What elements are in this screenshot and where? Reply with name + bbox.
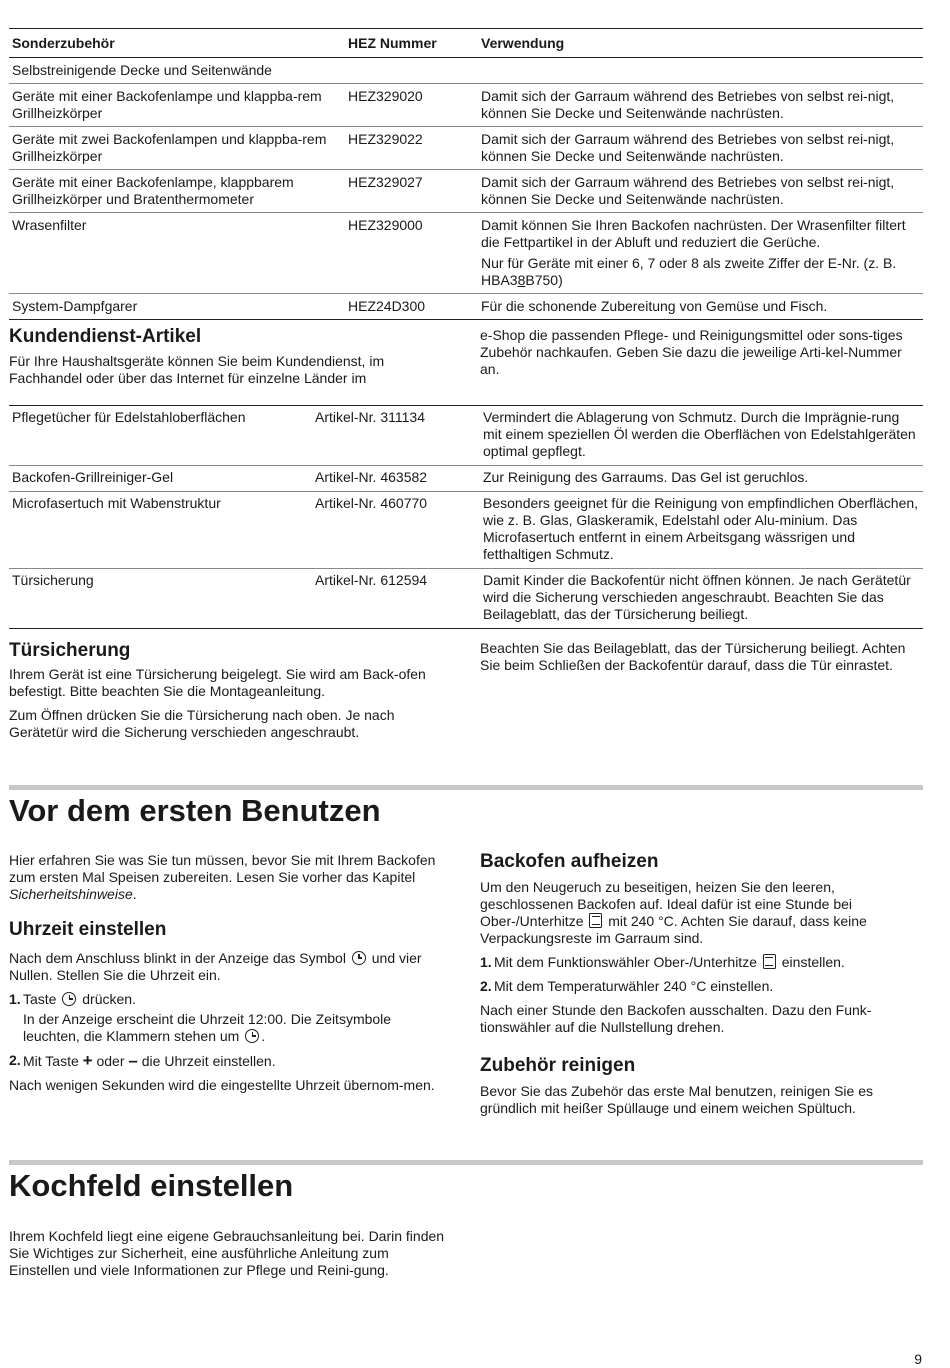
uhrzeit-step-1: 1. Taste drücken. In der Anzeige erscheint die Uhrzeit 12:00. Die Zeitsymbole leuchten, die Klammern stehen um . [9,991,392,1044]
kundendienst-heading: Kundendienst-Artikel [9,326,202,347]
aufheizen-heading: Backofen aufheizen [480,851,659,872]
item-cell: Geräte mit einer Backofenlampe, klappbarem Grillheizkörper und Bratenthermometer [9,170,345,213]
usage-cell: Damit können Sie Ihren Backofen nachrüsten. Der Wrasenfilter filtert die Fettpartikel in der Abluft und reduziert die Gerüche. [481,217,906,250]
table-row [9,58,923,84]
number-cell: HEZ329027 [345,170,478,213]
aufheizen-closing: Nach einer Stunde den Backofen ausschalten. Dazu den Funk-tionswähler auf die Nullstellung drehen. [480,1002,872,1035]
plus-icon: + [82,1051,93,1070]
clock-icon [245,1029,259,1043]
kochfeld-heading: Kochfeld einstellen [9,1168,294,1203]
item-cell: Pflegetücher für Edelstahloberflächen [9,406,312,466]
number-cell: HEZ329022 [345,127,478,170]
zubehoer-heading: Zubehör reinigen [480,1055,636,1076]
accessories-table [9,28,923,320]
kundendienst-intro-left: Für Ihre Haushaltsgeräte können Sie beim Kundendienst, im Fachhandel oder über das Internet für einzelne Länder im [9,353,385,386]
number-cell: Artikel-Nr. 463582 [312,466,480,492]
usage-cell: Damit sich der Garraum während des Betriebes von selbst rei-nigt, können Sie Decke und Seitenwände nachrüsten. [478,170,923,213]
item-cell: Türsicherung [9,569,312,629]
table-row [9,569,923,629]
table-row [9,84,923,127]
clock-icon [62,992,76,1006]
item-cell: Microfasertuch mit Wabenstruktur [9,492,312,569]
table-row [9,213,923,256]
number-cell: Artikel-Nr. 612594 [312,569,480,629]
vor-dem-ersten-heading: Vor dem ersten Benutzen [9,793,381,828]
aufheizen-step-2: 2. Mit dem Temperaturwähler 240 °C einstellen. [480,978,774,994]
zubehoer-paragraph: Bevor Sie das Zubehör das erste Mal benutzen, reinigen Sie es gründlich mit heißer Spüllauge und einem weichen Spültuch. [480,1083,874,1116]
usage-cell: Für die schonende Zubereitung von Gemüse und Fisch. [478,294,923,320]
item-cell: Geräte mit zwei Backofenlampen und klappba-rem Grillheizkörper [9,127,345,170]
uhrzeit-paragraph: Nach dem Anschluss blinkt in der Anzeige das Symbol und vier Nullen. Stellen Sie die Uhrzeit ein. [9,950,422,983]
table-row [9,406,923,466]
aufheizen-body [480,879,922,1036]
table-row [9,170,923,213]
number-cell: Artikel-Nr. 311134 [312,406,480,466]
kundendienst-table [9,405,923,629]
table-row [9,294,923,320]
item-cell: Geräte mit einer Backofenlampe und klappba-rem Grillheizkörper [9,84,345,127]
aufheizen-paragraph: Um den Neugeruch zu beseitigen, heizen Sie den leeren, geschlossenen Backofen auf. Ideal dafür ist eine Stunde bei Ober-/Unterhitze mit 240 °C. Achten Sie darauf, dass keine Verpackungsreste im Garraum sind. [480,879,867,946]
usage-cell: Damit Kinder die Backofentür nicht öffnen können. Je nach Gerätetür wird die Sicherung verschieden angeschraubt. Beachten Sie das Beilageblatt, das der Türsicherung beiliegt. [480,569,923,629]
page-number: 9 [914,1351,922,1367]
group-label: Selbstreinigende Decke und Seitenwände [9,58,923,84]
wrasen-note: Nur für Geräte mit einer 6, 7 oder 8 als zweite Ziffer der E-Nr. (z. B. HBA38B750) [478,255,923,294]
top-bottom-heat-icon [589,913,602,928]
uhrzeit-body [9,950,451,1094]
header-sonderzubehoer: Sonderzubehör [9,29,345,58]
vor-dem-ersten-intro: Hier erfahren Sie was Sie tun müssen, bevor Sie mit Ihrem Backofen zum ersten Mal Speisen zubereiten. Lesen Sie vorher das Kapitel Sicherheitshinweise. [9,852,436,902]
uhrzeit-step-2: 2. Mit Taste + oder – die Uhrzeit einstellen. [9,1051,276,1070]
number-cell: HEZ24D300 [345,294,478,320]
usage-cell: Vermindert die Ablagerung von Schmutz. Durch die Imprägnie-rung mit einem speziellen Öl werden die Oberflächen von Edelstahlgeräten optimal gepflegt. [480,406,923,466]
tuersicherung-text-right: Beachten Sie das Beilageblatt, das der Türsicherung beiliegt. Achten Sie beim Schließen der Backofentür darauf, dass die Tür einrastet. [480,640,906,673]
header-verwendung: Verwendung [478,29,923,58]
usage-cell: Damit sich der Garraum während des Betriebes von selbst rei-nigt, können Sie Decke und Seitenwände nachrüsten. [478,127,923,170]
uhrzeit-heading: Uhrzeit einstellen [9,919,167,940]
top-bottom-heat-icon [763,954,776,969]
clock-icon [352,951,366,965]
tuersicherung-text-left [9,666,451,741]
table-row [9,492,923,569]
item-cell: Backofen-Grillreiniger-Gel [9,466,312,492]
kochfeld-paragraph: Ihrem Kochfeld liegt eine eigene Gebrauchsanleitung bei. Darin finden Sie Wichtiges zur Sicherheit, eine ausführliche Anleitung zum Einstellen und viele Informationen zur Pflege und Reini-gung. [9,1228,445,1278]
section-divider [9,785,923,790]
tuersicherung-paragraph-2: Zum Öffnen drücken Sie die Türsicherung nach oben. Je nach Gerätetür wird die Sicherung verschieden angeschraubt. [9,707,395,740]
header-hez-nummer: HEZ Nummer [345,29,478,58]
section-divider [9,1160,923,1165]
table-row [9,255,923,294]
aufheizen-step-1: 1. Mit dem Funktionswähler Ober-/Unterhitze einstellen. [480,954,845,970]
item-cell: System-Dampfgarer [9,294,345,320]
usage-cell: Besonders geeignet für die Reinigung von empfindlichen Oberflächen, wie z. B. Glas, Glaskeramik, Edelstahl oder Alu-minium. Das Microfasertuch entfernt in einem Arbeitsgang wässrigen und fetthaltigen Schmutz. [480,492,923,569]
usage-cell: Zur Reinigung des Garraums. Das Gel ist geruchlos. [480,466,923,492]
number-cell: HEZ329020 [345,84,478,127]
table-row [9,466,923,492]
uhrzeit-closing: Nach wenigen Sekunden wird die eingestellte Uhrzeit übernom-men. [9,1077,435,1093]
minus-icon: – [128,1051,138,1070]
item-cell: Wrasenfilter [12,217,87,233]
tuersicherung-paragraph-1: Ihrem Gerät ist eine Türsicherung beigelegt. Sie wird am Back-ofen befestigt. Bitte beachten Sie die Montageanleitung. [9,666,426,699]
number-cell: Artikel-Nr. 460770 [312,492,480,569]
usage-cell: Damit sich der Garraum während des Betriebes von selbst rei-nigt, können Sie Decke und Seitenwände nachrüsten. [478,84,923,127]
number-cell: HEZ329000 [348,217,423,233]
tuersicherung-heading: Türsicherung [9,640,131,661]
table-row [9,127,923,170]
kundendienst-intro-right: e-Shop die passenden Pflege- und Reinigungsmittel oder sons-tiges Zubehör nachkaufen. Geben Sie dazu die jeweilige Arti-kel-Nummer an. [480,327,903,377]
